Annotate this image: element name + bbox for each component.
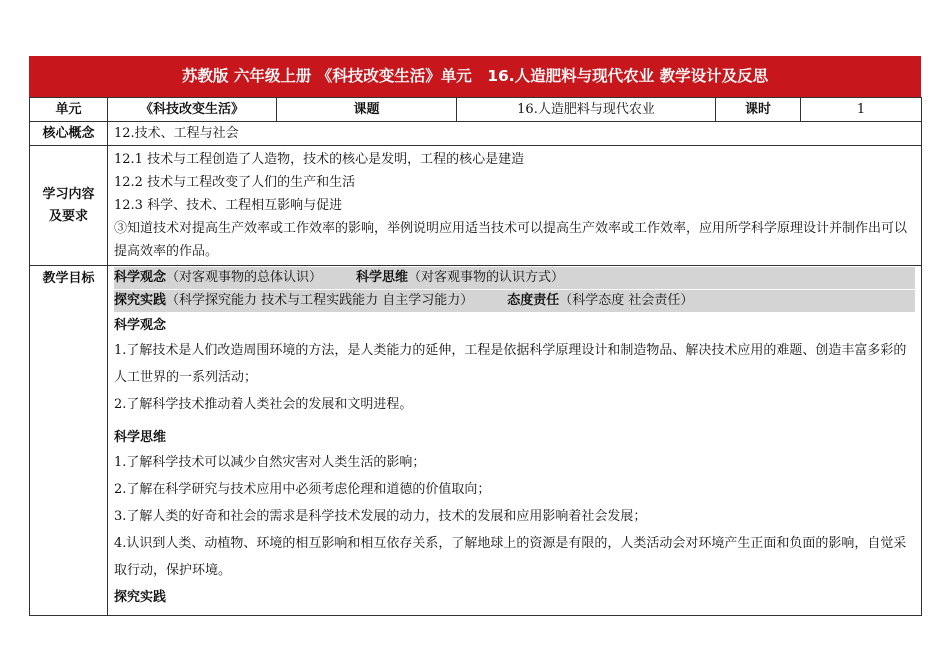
unit-value: 《科技改变生活》: [108, 98, 277, 122]
section-title: 探究实践: [114, 590, 167, 605]
band1-b-title: 科学思维: [356, 270, 409, 285]
unit-label: 单元: [30, 98, 108, 122]
header-row: [30, 98, 922, 122]
section-item: 2.了解科学技术推动着人类社会的发展和文明进程。: [114, 397, 413, 412]
section-item: 1.了解技术是人们改造周围环境的方法，是人类能力的延伸，工程是依据科学原理设计和制造物品、解决技术应用的难题、创造丰富多彩的人工世界的一系列活动；: [114, 343, 907, 385]
lesson-plan-document: [29, 56, 921, 616]
lesson-label: 课题: [277, 98, 457, 122]
period-value: 1: [801, 98, 922, 122]
content-item: 12.2 技术与工程改变了人们的生产和生活: [114, 175, 356, 190]
goal-band-2: [114, 290, 915, 312]
goal-band-1: [114, 267, 915, 289]
period-label: 课时: [716, 98, 801, 122]
core-concept-value: 12.技术、工程与社会: [108, 122, 922, 146]
section-item: 2.了解在科学研究与技术应用中必须考虑伦理和道德的价值取向；: [114, 482, 491, 497]
section-item: 1.了解科学技术可以减少自然灾害对人类生活的影响；: [114, 455, 426, 470]
learning-content-body: [108, 146, 922, 266]
teaching-goals-row: [30, 266, 922, 616]
section-title: 科学思维: [114, 430, 167, 445]
section-item: 3.了解人类的好奇和社会的需求是科学技术发展的动力，技术的发展和应用影响着社会发展；: [114, 509, 647, 524]
content-item: ③知道技术对提高生产效率或工作效率的影响，举例说明应用适当技术可以提高生产效率或工作效率，应用所学科学原理设计并制作出可以提高效率的作品。: [114, 221, 908, 259]
core-concept-row: [30, 122, 922, 146]
content-item: 12.1 技术与工程创造了人造物，技术的核心是发明，工程的核心是建造: [114, 152, 525, 167]
band2-b-desc: （科学态度 社会责任）: [559, 293, 694, 308]
section-item: 4.认识到人类、动植物、环境的相互影响和相互依存关系，了解地球上的资源是有限的，人类活动会对环境产生正面和负面的影响，自觉采取行动，保护环境。: [114, 536, 907, 578]
lesson-value: 16.人造肥料与现代农业: [457, 98, 716, 122]
learning-content-label-line1: 学习内容: [42, 186, 95, 202]
document-title: 苏教版 六年级上册 《科技改变生活》单元 16.人造肥料与现代农业 教学设计及反思: [29, 56, 921, 97]
band2-b-title: 态度责任: [507, 293, 560, 308]
band2-a-title: 探究实践: [114, 293, 167, 308]
teaching-goals-body: [108, 266, 922, 616]
learning-content-label: [30, 146, 108, 266]
teaching-goals-label: 教学目标: [30, 266, 108, 616]
content-item: 12.3 科学、技术、工程相互影响与促进: [114, 198, 343, 213]
band1-b-desc: （对客观事物的认识方式）: [408, 270, 565, 285]
band1-a-desc: （对客观事物的总体认识）: [166, 270, 323, 285]
core-concept-label: 核心概念: [30, 122, 108, 146]
learning-content-label-line2: 及要求: [48, 208, 88, 224]
band2-a-desc: （科学探究能力 技术与工程实践能力 自主学习能力）: [166, 293, 474, 308]
band1-a-title: 科学观念: [114, 270, 167, 285]
learning-content-row: [30, 146, 922, 266]
section-title: 科学观念: [114, 318, 167, 333]
lesson-plan-table: [29, 97, 922, 616]
